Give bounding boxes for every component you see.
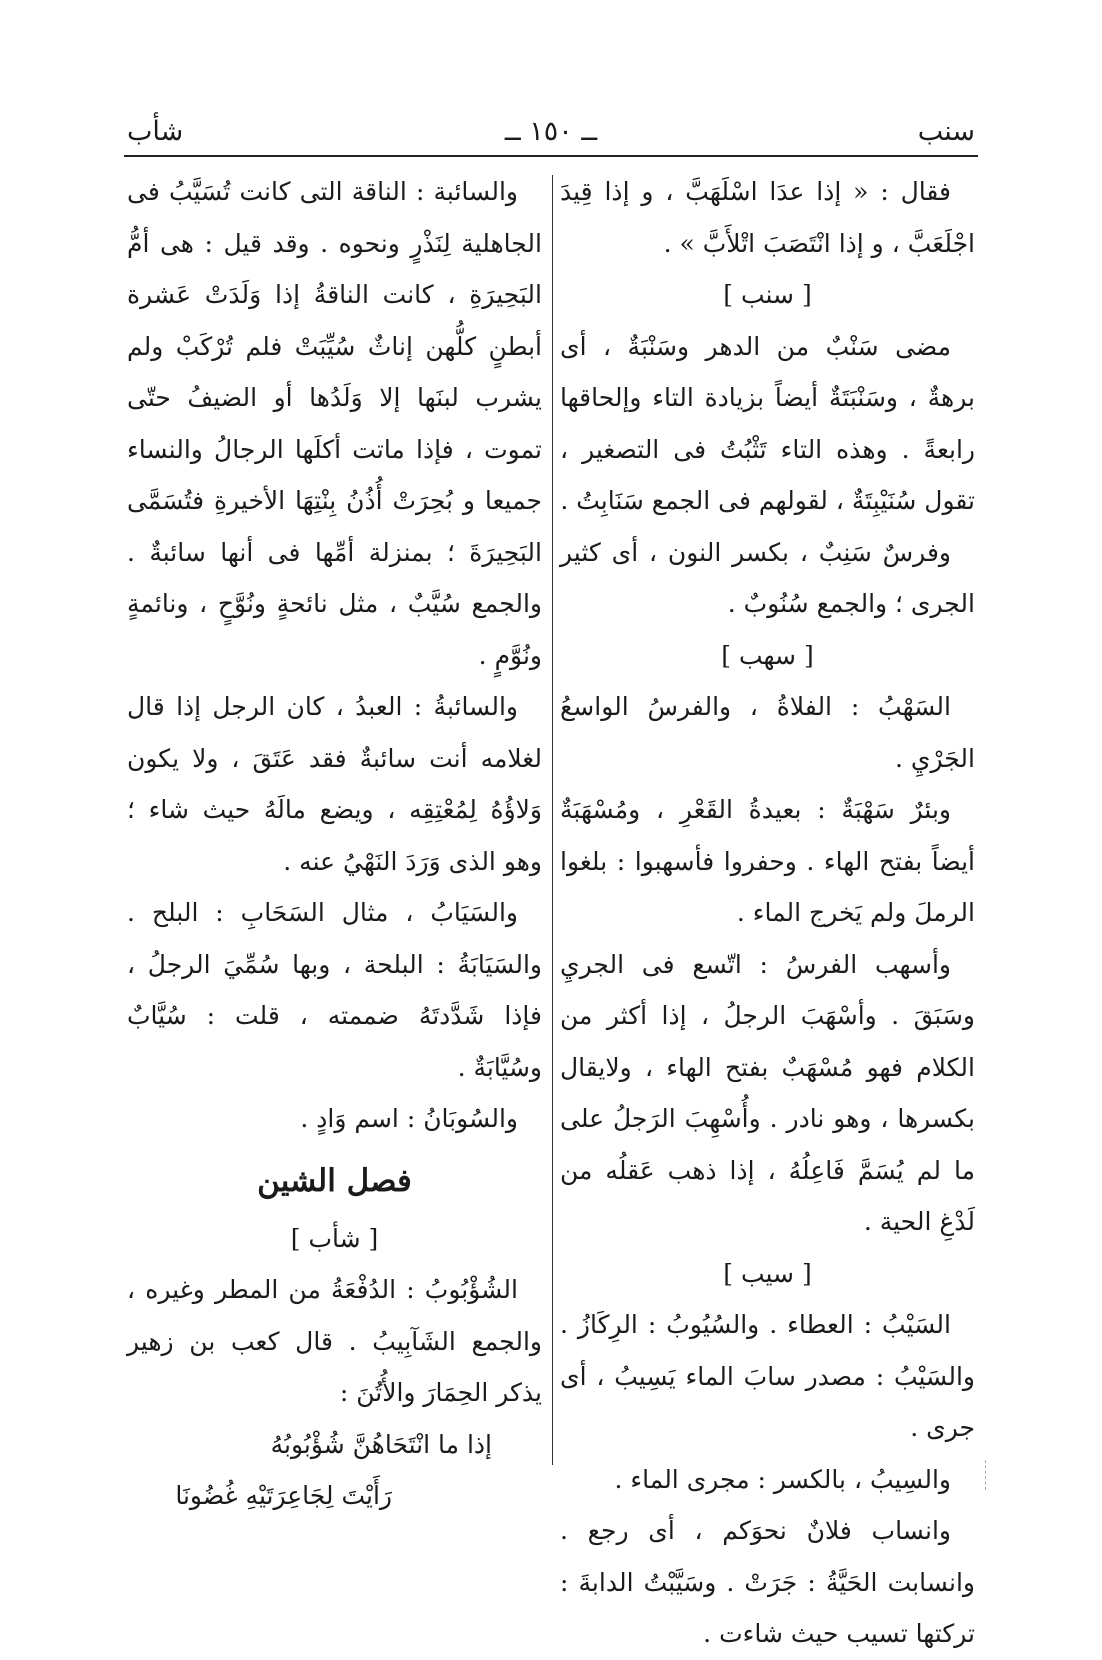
entry-heading-shab: [ شأب ] [290, 1223, 379, 1253]
entry-paragraph: وأسهب الفرسُ : اتّسع فى الجريِ وسَبَقَ . وأسْهَبَ الرجلُ ، إذا أكثر من الكلام فهو مُسْهَبٌ بفتح الهاء ، ولايقال بكسرها ، وهو نادر . وأُسْهِبَ الرَجلُ على ما لم يُسَمَّ فَاعِلُهُ ، إذا ذهب عَقلُه من لَدْغِ الحية . [560, 949, 975, 1236]
entry-paragraph: وفرسٌ سَنِبٌ ، بكسر النون ، أى كثير الجرى ؛ والجمع سُنُوبٌ . [560, 537, 975, 618]
entry-heading-syb: [ سيب ] [723, 1258, 812, 1288]
entry-paragraph: وانساب فلانٌ نحوَكم ، أى رجع . وانسابت الحَيَّةُ : جَرَتْ . وسَيَّبْتُ الدابةَ : تركتها تسيب حيث شاءت . [560, 1516, 975, 1648]
margin-mark [984, 1460, 986, 1490]
entry-paragraph: مضى سَنْبٌ من الدهر وسَنْبَةٌ ، أى برهةٌ ، وسَنْبَتَةٌ أيضاً بزيادة التاء وإلحاقها رابعةً . وهذه التاء تَثْبُتُ فى التصغير ، تقول سُنَيْبِتَةٌ ، لقولهم فى الجمع سَنَابِتُ . [560, 331, 975, 515]
verse-line-1: إذا ما انْتَحَاهُنَّ شُؤْبُوبُهُ [270, 1429, 492, 1459]
right-column [560, 166, 975, 1660]
entry-paragraph: الشُؤْبُوبُ : الدُفْعَةُ من المطر وغيره ، والجمع الشَآبِيبُ . قال كعب بن زهير يذكر الحِمَارَ والأُتُنَ : [127, 1275, 542, 1407]
entry-paragraph: والسِيبُ ، بالكسر : مجرى الماء . [614, 1464, 951, 1494]
entry-paragraph: والسُوبَانُ : اسم وَادٍ . [300, 1104, 518, 1133]
entry-paragraph: السَيْبُ : العطاء . والسُيُوبُ : الرِكَازُ . والسَيْبُ : مصدر سابَ الماء يَسِيبُ ، أى جرى . [560, 1310, 975, 1442]
running-head-left: شأب [127, 116, 184, 147]
entry-paragraph: فقال : « إذا عدَا اسْلَهَبَّ ، و إذا قِيدَ اجْلَعَبَّ ، و إذا انْتَصَبَ اتْلأَبَّ » . [560, 177, 975, 258]
left-column [127, 166, 542, 1521]
entry-paragraph: السَهْبُ : الفلاةُ ، والفرسُ الواسعُ الجَرْيِ . [560, 692, 975, 773]
header-rule [124, 155, 978, 157]
entry-paragraph: والسائبةُ : العبدُ ، كان الرجل إذا قال لغلامه أنت سائبةٌ فقد عَتَقَ ، ولا يكون وَلاؤُهُ لِمُعْتِقِه ، ويضع مالَهُ حيث شاء ؛ وهو الذى وَرَدَ النَهْيُ عنه . [127, 692, 542, 876]
entry-heading-shb: [ سهب ] [721, 640, 814, 670]
verse-line-2: رَأَيْتَ لِجَاعِرَتَيْهِ غُضُونَا [175, 1480, 392, 1510]
running-head-right: سنب [917, 116, 975, 147]
section-title: فصل الشين [257, 1162, 412, 1199]
page-number: ــ ١٥٠ ــ [504, 116, 598, 147]
entry-paragraph: والسَيَابُ ، مثال السَحَابِ : البلح . والسَيَابَةُ : البلحة ، وبها سُمِّيَ الرجلُ ، فإذا شَدَّدتَهُ ضممته ، قلت : سُيَّابٌ وسُيَّابَةٌ . [127, 898, 542, 1082]
entry-paragraph: وبئرٌ سَهْبَةٌ : بعيدةُ القَعْرِ ، ومُسْهَبَةٌ أيضاً بفتح الهاء . وحفروا فأسهبوا : بلغوا الرملَ ولم يَخرج الماء . [560, 795, 975, 927]
entry-paragraph: والسائبة : الناقة التى كانت تُسَيَّبُ فى الجاهلية لِنَذْرٍ ونحوه . وقد قيل : هى أمُّ البَحِيرَةِ ، كانت الناقةُ إذا وَلَدَتْ عَشرة أبطنٍ كلُّهن إناثٌ سُيِّبَتْ فلم تُرْكَبْ ولم يشرب لبنَها إلا وَلَدُها أو الضيفُ حتّى تموت ، فإذا ماتت أكلَها الرجالُ والنساء جميعا و بُحِرَتْ أُذُنُ بِنْتِهَا الأخيرةِ فتُسَمَّى البَحِيرَةَ ؛ بمنزلة أمِّها فى أنها سائبةٌ . والجمع سُيَّبٌ ، مثل نائحةٍ ونُوَّحٍ ، ونائمةٍ ونُوَّمٍ . [127, 177, 542, 670]
poetry-verse [127, 1419, 542, 1521]
column-divider [552, 175, 553, 1465]
entry-heading-snb: [ سنب ] [723, 280, 812, 309]
